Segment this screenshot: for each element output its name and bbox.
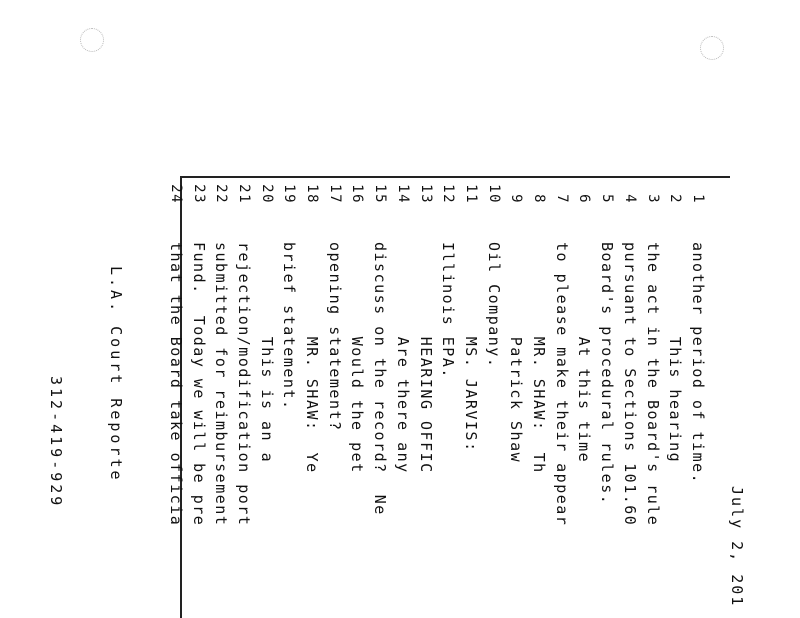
line-text: At this time: [575, 242, 594, 464]
punch-hole-right: [700, 36, 724, 60]
header-date: July 2, 201: [728, 486, 746, 608]
transcript-line: [620, 176, 640, 618]
transcript-line: [575, 176, 595, 618]
line-text: This hearing: [666, 242, 685, 464]
transcript-line: [438, 176, 458, 618]
line-number: 12: [440, 184, 457, 204]
line-text: Board's procedural rules.: [598, 242, 617, 506]
line-number: 23: [190, 184, 207, 204]
transcript-line: [211, 176, 231, 618]
line-number: 8: [531, 194, 548, 204]
footer: [6, 266, 166, 618]
transcript-line: [279, 176, 299, 618]
line-text: to please make their appear: [552, 242, 571, 527]
line-number: 14: [394, 184, 411, 204]
line-number: 2: [667, 194, 684, 204]
line-number: 6: [576, 194, 593, 204]
line-number: 15: [372, 184, 389, 204]
line-number: 1: [690, 194, 706, 204]
transcript-line: [302, 176, 322, 618]
line-number: 21: [236, 184, 252, 204]
transcript-line: [393, 176, 413, 618]
transcript-line: [643, 176, 663, 618]
line-text: Patrick Shaw: [507, 242, 526, 464]
line-number: 3: [644, 194, 661, 204]
line-text: pursuant to Sections 101.60: [620, 242, 639, 527]
line-number: 4: [621, 194, 638, 204]
transcript-page: [47, 176, 746, 618]
line-text: MR. SHAW: Ye: [303, 242, 322, 474]
transcript-line: [665, 176, 685, 618]
line-text: Would the pet: [348, 242, 367, 474]
line-number: 17: [326, 184, 343, 204]
line-text: Are there any: [393, 242, 412, 474]
line-number: 11: [463, 184, 479, 204]
line-text: MR. SHAW: Th: [530, 242, 549, 474]
transcript-line: [597, 176, 617, 618]
line-text: brief statement.: [280, 242, 299, 411]
transcript-line: [416, 176, 436, 618]
transcript-line: [461, 176, 481, 618]
line-number: 18: [304, 184, 321, 204]
line-text: HEARING OFFIC: [416, 242, 435, 474]
transcript-line: [688, 176, 708, 618]
punch-hole-left: [80, 28, 104, 52]
transcript-line: [370, 176, 390, 618]
transcript-line: [348, 176, 368, 618]
footer-phone: 312-419-929: [47, 376, 65, 509]
line-number: 13: [417, 184, 434, 204]
line-text: the act in the Board's rule: [643, 242, 662, 527]
footer-reporter: L.A. Court Reporte: [107, 266, 125, 483]
line-text: Fund. Today we will be pre: [189, 242, 208, 527]
line-text: Oil Company.: [484, 242, 503, 369]
line-text: submitted for reimbursement: [212, 242, 231, 527]
line-number: 16: [349, 184, 366, 204]
transcript-line: [484, 176, 504, 618]
line-text: another period of time.: [689, 242, 707, 485]
line-text: MS. JARVIS:: [462, 242, 480, 453]
line-text: discuss on the record? Ne: [371, 242, 390, 516]
transcript-line: [506, 176, 526, 618]
line-text: rejection/modification port: [235, 242, 253, 527]
line-number: 10: [485, 184, 502, 204]
line-number: 24: [167, 184, 184, 204]
line-number: 9: [508, 194, 525, 204]
transcript-line: [552, 176, 572, 618]
line-text: This is an a: [257, 242, 276, 464]
transcript-line: [529, 176, 549, 618]
line-number: 19: [281, 184, 298, 204]
transcript-line: [189, 176, 209, 618]
transcript-line: [257, 176, 277, 618]
line-text: Illinois EPA.: [439, 242, 458, 379]
transcript-line: [166, 176, 186, 618]
line-number: 22: [213, 184, 230, 204]
transcript-line: [325, 176, 345, 618]
line-number: 7: [553, 194, 570, 204]
line-number: 20: [258, 184, 275, 204]
transcript-line: [234, 176, 254, 618]
line-text: that the Board take officia: [166, 242, 185, 527]
line-number: 5: [599, 194, 616, 204]
line-text: opening statement?: [325, 242, 344, 432]
